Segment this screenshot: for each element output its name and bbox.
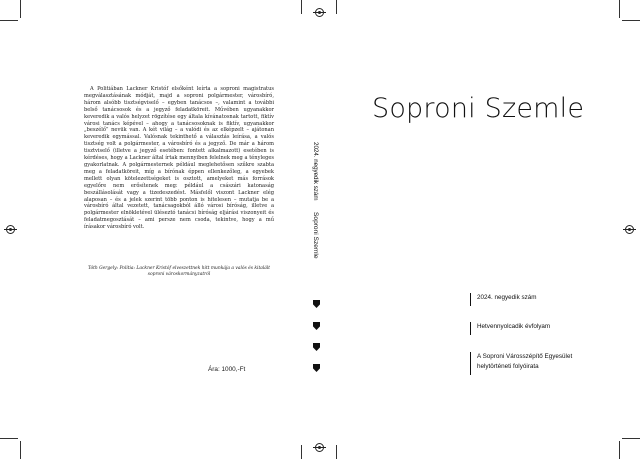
cover-publisher-line2: helytörténeti folyóirata [477, 363, 539, 370]
registration-mark [315, 8, 324, 17]
cover-publisher-line1: A Soproni Városszépítő Egyesület [477, 353, 573, 360]
price-label: Ára: 1000,-Ft [208, 366, 246, 373]
cover-title: Soproni Szemle [372, 93, 585, 124]
cover-issue-text: 2024. negyedik szám [477, 294, 537, 301]
cover-publisher [470, 352, 572, 375]
shield-icon [313, 300, 320, 308]
back-cover-caption: Tóth Gergely: Politia: Lackner Kristóf elveszettnek hitt munkája a valós és kitalált soproni városkormányzatról [87, 266, 271, 277]
back-cover-text [84, 86, 274, 231]
spine-issue: 2024. negyedik szám [312, 142, 319, 201]
back-cover-paragraph: A Politiában Lackner Kristóf elsőként leírta a soproni magistratus megválasztásának módját, majd a soproni polgármester, városbíró, három alsóbb tisztségviselő – egyben tanácsos –, valamint a további belső tanácsosok és a jegyző feladatköreit. Művében ugyanakkor keveredik a valós helyzet rögzítése egy általa kívánatosnak tartott, fiktív városi tanács képével – ahogy a tanácsosoknak is fiktív, ugyanakkor „beszélő” nevük van. A két világ – a valódi és az elképzelt – ajátonan keveredik egymással. Valósnak tekinthető a választás leírása, a valós tisztség volt a polgármester, a városbíró és a jegyző. De már a három tisztviselő (illetve a jegyző esetében: fontett alkalmazott) esetében is kérdéses, hogy a Lackner által írtak mennyiben felelnek meg a tényleges gyakorlatnak. A polgármesternek például meglehetősen szűkre szabta meg a feladatköreit, míg a bírónak éppen ellenkezőleg, a egyebek mellett olyan kötelezettségeket is osztott, amelyeket más források egyelőre nem erősítenek meg: például a császári katonaság beszállásolását vagy a tizedeszedést. Másfelől viszont Lackner elég alaposan – és a jelek szerint több ponton is hitelesen – mutatja be a városbíró által vezetett, tanácsagokból álló városi bíróság, illetve a polgármester elnökletével üléseztó tanácsi bíróság eljárási viszonyeit és feladatmegosztását – ami persze nem csoda, tekintve, hogy a mű írásakor városbíró volt. [84, 86, 274, 231]
registration-mark [315, 443, 324, 452]
registration-mark [625, 225, 634, 234]
registration-mark [6, 225, 15, 234]
shield-icon [313, 343, 320, 351]
cover-issue [470, 293, 537, 306]
cover-volume-text: Hetvennyolcadik évfolyam [477, 323, 551, 330]
spine-title: Soproni Szemle [312, 212, 319, 259]
shield-icon [313, 364, 320, 372]
shield-icon [313, 322, 320, 330]
cover-volume [470, 322, 550, 335]
